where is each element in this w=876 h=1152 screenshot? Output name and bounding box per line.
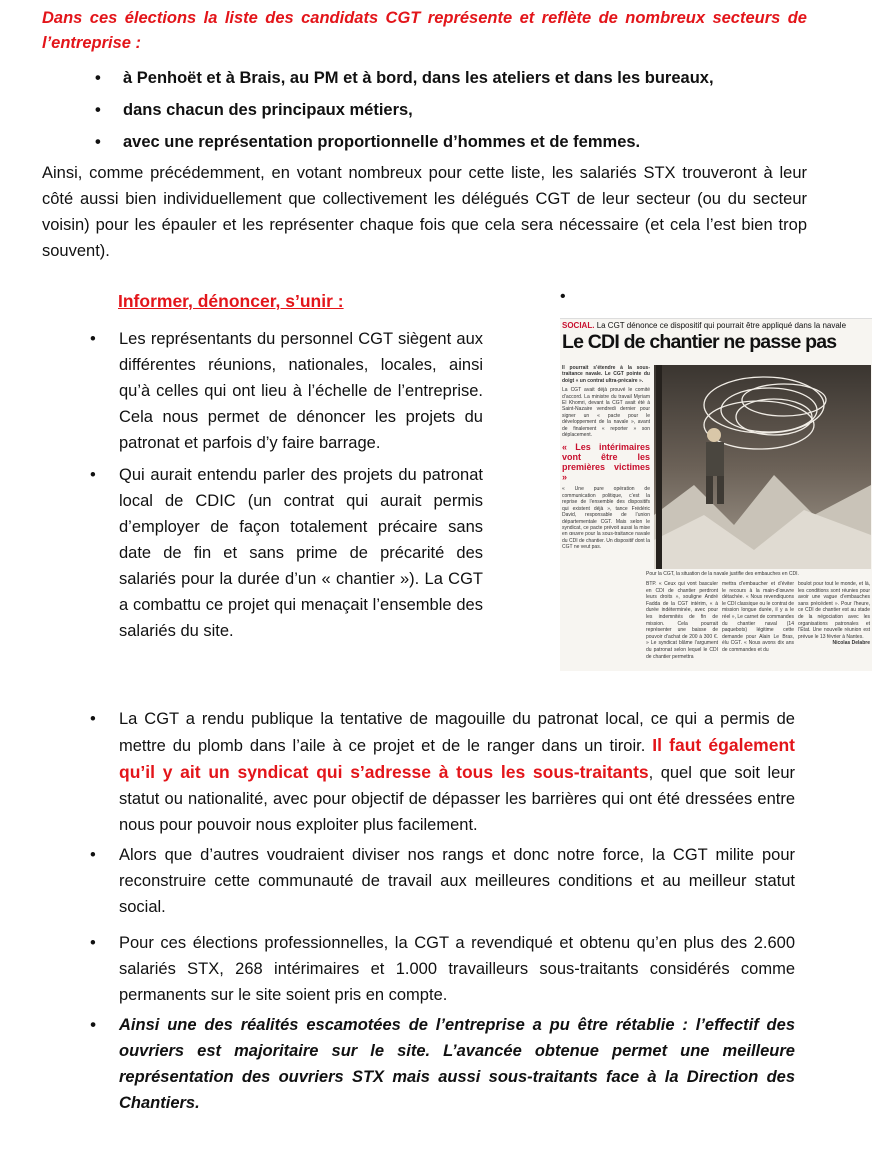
body-paragraph: Ainsi, comme précédemment, en votant nombreux pour cette liste, les salariés STX trouveront à leur côté aussi bien individuellement que collectivement les délégués CGT de leur secteur (ou du secteur voisin) pour les épauler et les représenter chaque fois que cela sera nécessaire (et cela l’est bien trop souvent). — [42, 164, 807, 260]
list-item: • Alors que d’autres voudraient diviser nos rangs et donc notre force, la CGT milite pour reconstruire cette communauté de travail aux meilleures conditions et au meilleur statut social. — [90, 842, 795, 920]
clipping-headline: Le CDI de chantier ne passe pas — [562, 331, 837, 353]
intro-heading: Dans ces élections la liste des candidats CGT représente et reflète de nombreux secteurs de l’entreprise : — [42, 9, 807, 52]
newspaper-clipping — [560, 318, 872, 671]
clipping-kicker-text: La CGT dénonce ce dispositif qui pourrait être appliqué dans la navale — [596, 321, 847, 330]
item-text: , quel que soit leur statut ou nationalité, avec pour objectif de dépasser les barrières qui ont été dressées entre nous pour pouvoir nous exploiter plus facilement. — [119, 764, 795, 834]
list-item — [90, 706, 795, 838]
list-item: • avec une représentation proportionnelle d’hommes et de femmes. — [95, 126, 714, 158]
full-width-list — [90, 706, 795, 1120]
clipping-column: mettra d’embaucher et d’éviter le recours à la main-d’œuvre détachée. « Nous revendiquons le CDI classique ou le contrat de mission longue durée, il y a le réel », Le carnet de commandes du chantier naval (14 paquebots) légitime cette demande pour Alain Le Bras, élu CGT. « Nous avons dix ans de commandes et du — [722, 581, 794, 653]
clipping-body: La CGT avait déjà prouvé le comité d’accord. La ministre du travail Myriam El Khomri, devant la CGT avait été à Saint-Nazaire vendredi dernier pour signer un « pacte pour le développement de la navale », avant de finalement « reporter » son déplacement. — [562, 387, 650, 439]
clipping-signature: Nicolas Delabre — [832, 640, 870, 647]
list-item: • Ainsi une des réalités escamotées de l’entreprise a pu être rétablie : l’effectif des ouvriers est majoritaire sur le site. L’avancée obtenue permet une meilleure représentation des ouvriers STX mais aussi sous-traitants face à la Direction des Chantiers. — [90, 1012, 795, 1116]
list-item: • Pour ces élections professionnelles, la CGT a revendiqué et obtenu qu’en plus des 2.600 salariés STX, 268 intérimaires et 1.000 travailleurs sous-traitants considérés comme permanents sur le site soient pris en compte. — [90, 930, 795, 1008]
clipping-kicker — [562, 321, 846, 330]
clipping-column — [798, 581, 870, 660]
clipping-column: BTP. « Ceux qui vont basculer en CDI de chantier perdront leurs droits », souligne André Fadda de la CGT intérim, « à durée indéterminée, avec pour les indemnités de fin de mission. Cela pourrait représenter une baisse de pouvoir d’achat de 200 à 300 €. » Le syndicat blâme l’argument du patronat selon lequel le CDI de chantier permettra — [646, 581, 718, 660]
clipping-columns — [646, 581, 870, 660]
list-item: • à Penhoët et à Brais, au PM et à bord, dans les ateliers et dans les bureaux, — [95, 62, 714, 94]
worker-photo — [654, 365, 871, 569]
list-item: • Qui aurait entendu parler des projets du patronat local de CDIC (un contrat qui aurait permis d’employer de façon totalement précaire sans date de fin et sans prime de précarité des salariés pour la durée d’un « chantier »). La CGT a combattu ce projet qui menaçait l’ensemble des salariés du site. — [90, 462, 483, 644]
clipping-body: « Une pure opération de communication politique, c’est la reprise de l’ensemble des dispositifs qui existent déjà », tance Frédéric David, responsable de l’union départementale CGT. Mais selon le syndicat, ce pacte prévoit aussi la mise en œuvre pour la sous-traitance navale du CDI de chantier. Un dispositif dont la CGT ne veut pas. — [562, 486, 650, 551]
clipping-lead: Il pourrait s’étendre à la sous-traitance navale. Le CGT pointe du doigt « un contrat ultra-précaire ». — [562, 365, 650, 384]
clipping-caption: Pour la CGT, la situation de la navale justifie des embauches en CDI. — [646, 571, 799, 577]
sector-list — [95, 62, 714, 158]
item-text: La CGT a rendu publique la tentative de magouille du patronat local, ce qui a permis de mettre du plomb dans l’aile à ce projet et de le ranger dans un tiroir. — [119, 710, 795, 755]
clipping-left-column — [562, 365, 650, 551]
column-list — [90, 326, 483, 650]
stray-bullet: • — [560, 288, 566, 305]
item-emphasis: Il faut également qu’il y ait un syndicat qui s’adresse à tous les sous-traitants — [119, 735, 795, 782]
clipping-kicker-label: SOCIAL. — [562, 321, 595, 330]
section-title: Informer, dénoncer, s’unir : — [118, 291, 344, 311]
clipping-column-text: boulot pour tout le monde, et là, les conditions sont réunies pour avoir une vague d’embauches sans précédent ». Pour l’heure, ce CDI de chantier est au stade de la négociation avec les organisations patronales et l’État. Une nouvelle réunion est prévue le 13 février à Nantes. — [798, 581, 870, 640]
list-item: • dans chacun des principaux métiers, — [95, 94, 714, 126]
list-item: • Les représentants du personnel CGT siègent aux différentes réunions, nationales, locales, ainsi qu’à celles qui ont lieu à l’échelle de l’entreprise. Cela nous permet de dénoncer les projets du patronat et parfois d’y faire barrage. — [90, 326, 483, 456]
clipping-quote: « Les intérimaires vont être les premières victimes » — [562, 442, 650, 483]
